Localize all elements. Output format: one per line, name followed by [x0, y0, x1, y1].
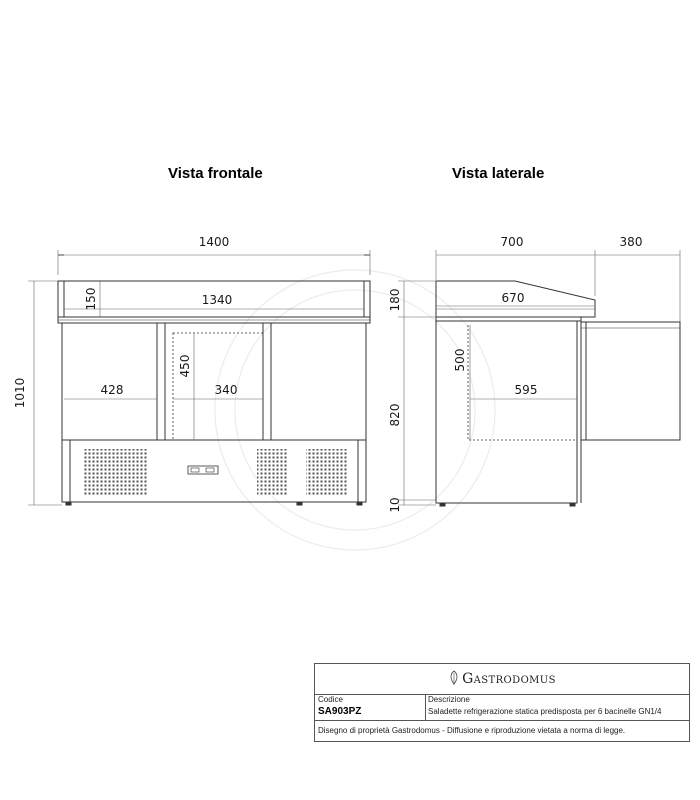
dim-side-inner-depth: 595: [514, 383, 538, 397]
description-label: Descrizione: [428, 695, 470, 704]
description-cell: [425, 694, 689, 720]
dim-side-well-depth: 500: [453, 348, 467, 372]
dim-side-top-height: 180: [388, 288, 402, 312]
watermark: [215, 270, 495, 550]
dim-front-well-width: 340: [214, 383, 238, 397]
dim-front-top-height: 150: [84, 287, 98, 311]
dim-front-inner-width: 1340: [201, 293, 233, 307]
description-value: Saladette refrigerazione statica predisposta per 6 bacinelle GN1/4: [428, 707, 662, 716]
code-label: Codice: [318, 695, 343, 704]
code-value: SA903PZ: [318, 706, 362, 717]
dim-front-width: 1400: [198, 235, 230, 249]
dim-side-body-height: 820: [388, 403, 402, 427]
dim-front-door-width: 428: [100, 383, 124, 397]
side-view: [398, 250, 680, 506]
side-view-title: Vista laterale: [452, 165, 545, 182]
dim-side-feet-height: 10: [388, 497, 402, 513]
leaf-logo-icon: [448, 670, 460, 688]
title-block-row: [315, 694, 689, 721]
dim-side-depth: 700: [500, 235, 524, 249]
front-view: [28, 250, 370, 505]
code-cell: [315, 694, 426, 720]
title-block: [314, 663, 690, 742]
ownership-notice: Disegno di proprietà Gastrodomus - Diffusione e riproduzione vietata a norma di legge.: [318, 726, 626, 735]
front-view-title: Vista frontale: [168, 165, 263, 182]
brand-name: Gastrodomus: [462, 671, 556, 687]
dim-side-drawer-projection: 380: [619, 235, 643, 249]
dim-side-inner-top: 670: [501, 291, 525, 305]
dim-front-well-depth: 450: [178, 354, 192, 378]
brand-logo: [315, 664, 689, 695]
dim-front-total-height: 1010: [13, 377, 27, 409]
